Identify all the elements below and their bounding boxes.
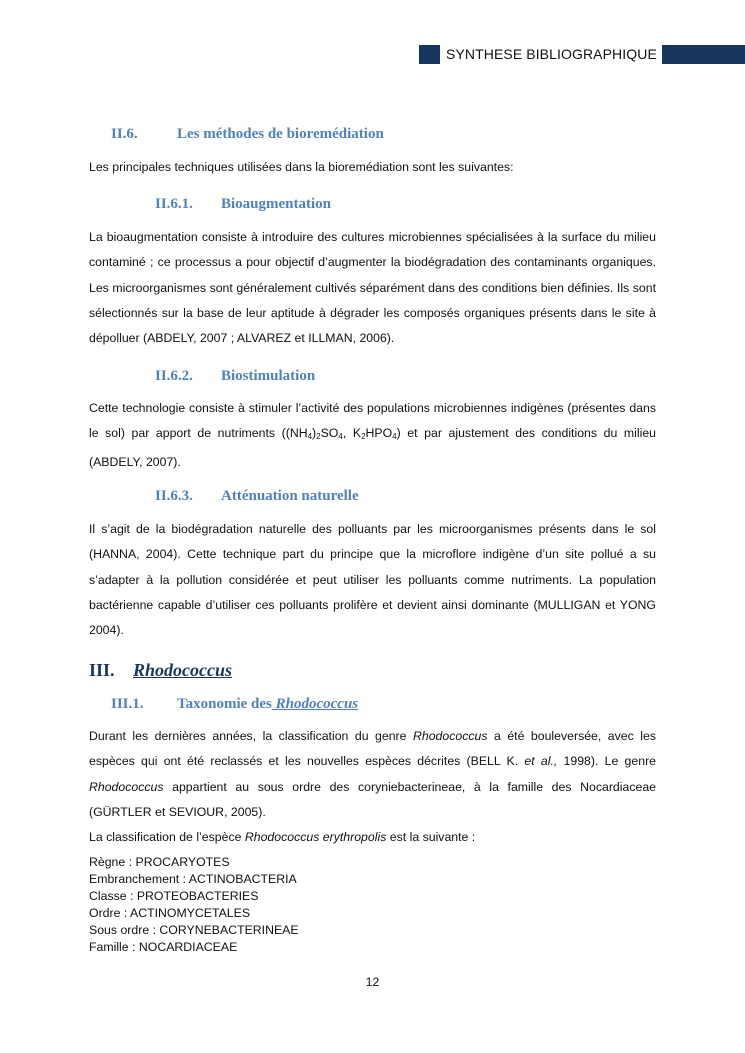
section-heading-2-6 xyxy=(111,126,384,143)
section-title: Bioaugmentation xyxy=(221,196,332,212)
section-heading-3 xyxy=(89,660,232,681)
list-item: Sous ordre : CORYNEBACTERINEAE xyxy=(89,923,299,937)
list-item: Classe : PROTEOBACTERIES xyxy=(89,889,259,903)
list-item: Ordre : ACTINOMYCETALES xyxy=(89,906,251,920)
list-item: Embranchement : ACTINOBACTERIA xyxy=(89,872,297,886)
section-heading-2-6-2 xyxy=(155,368,315,385)
paragraph-taxonomy: Durant les dernières années, la classification du genre Rhodococcus a été bouleversée, avec les espèces qui ont été reclassés et les nouvelles espèces décrites (BELL K. et al., 1998). Le genre Rhodococcus appartient au sous ordre des coryniebacterineae, à la famille des Nocardiaceae (GÜRTLER et SEVIOUR, 2005). xyxy=(89,729,657,819)
section-heading-3-1 xyxy=(111,696,358,713)
page-number: 12 xyxy=(365,975,380,989)
section-heading-2-6-3 xyxy=(155,488,359,505)
paragraph-attenuation: Il s’agit de la biodégradation naturelle des polluants par les microorganismes présents dans le sol (HANNA, 2004). Cette technique part du principe que la microflore indigène d’un site pollué a su s’adapter à la pollution considérée et peut utiliser les polluants comme nutriments. La population bactérienne capable d’utiliser ces polluants prolifère et devient ainsi dominante (MULLIGAN et YONG 2004). xyxy=(89,522,656,638)
section-title: Atténuation naturelle xyxy=(221,488,359,504)
page-header xyxy=(419,45,662,64)
header-bar-right xyxy=(662,45,745,64)
section-title: Biostimulation xyxy=(221,368,316,384)
section-title-italic: Rhodococcus xyxy=(271,696,359,712)
section-number: II.6.2. xyxy=(155,368,193,384)
header-block-left xyxy=(419,45,440,64)
header-title: SYNTHESE BIBLIOGRAPHIQUE xyxy=(446,46,657,62)
section-number: II.6. xyxy=(111,126,138,142)
list-item: Famille : NOCARDIACEAE xyxy=(89,940,238,954)
section-heading-2-6-1 xyxy=(155,196,331,213)
section-number: II.6.3. xyxy=(155,488,193,504)
section-intro: Les principales techniques utilisées dans la bioremédiation sont les suivantes: xyxy=(89,160,514,174)
section-title: Les méthodes de bioremédiation xyxy=(177,126,384,142)
classification-list xyxy=(89,854,299,956)
section-title: Taxonomie des xyxy=(177,696,272,712)
section-number: III. xyxy=(89,660,115,680)
section-number: II.6.1. xyxy=(155,196,193,212)
paragraph-bioaugmentation: La bioaugmentation consiste à introduire des cultures microbiennes spécialisées à la surface du milieu contaminé ; ce processus a pour objectif d’augmenter la biodégradation des contaminants organiques. Les microorganismes sont généralement cultivés séparément dans des conditions bien définies. Ils sont sélectionnés sur la base de leur aptitude à dégrader les composés organiques présents dans le site à dépolluer (ABDELY, 2007 ; ALVAREZ et ILLMAN, 2006). xyxy=(89,230,656,346)
paragraph-biostimulation: Cette technologie consiste à stimuler l’activité des populations microbiennes indigènes (présentes dans le sol) par apport de nutriments ($(NH_4)_2SO_4$, $K_2HPO_4$) et par ajustement des conditions du milieu (ABDELY, 2007). xyxy=(89,401,657,469)
paragraph-classification-intro: La classification de l’espèce Rhodococcus erythropolis est la suivante : xyxy=(89,830,476,844)
list-item: Règne : PROCARYOTES xyxy=(89,855,230,869)
section-number: III.1. xyxy=(111,696,144,712)
section-title: Rhodococcus xyxy=(133,660,232,680)
